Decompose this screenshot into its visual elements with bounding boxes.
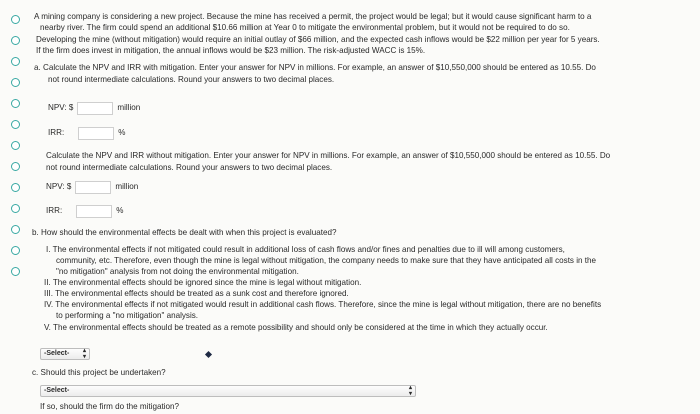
radio-button[interactable] (11, 204, 20, 213)
npv-label: NPV: $ (48, 103, 74, 113)
select-label: -Select- (44, 387, 70, 395)
select-arrows-icon: ▴ ▾ (82, 348, 86, 360)
part-c-select[interactable] (40, 385, 416, 397)
irr-unit: % (116, 206, 124, 216)
option-5: V. The environmental effects should be treated as a remote possibility and should only be considered at the time in which they actually occur. (44, 323, 548, 332)
part-c-followup: If so, should the firm do the mitigation? (40, 402, 180, 411)
radio-button[interactable] (11, 183, 20, 192)
npv-unit: million (115, 182, 139, 192)
irr-label: IRR: (46, 206, 63, 216)
radio-rail (0, 0, 28, 414)
cursor-dot-icon (205, 351, 212, 358)
intro-line: A mining company is considering a new project. Because the mine has received a permit, the project would be legal; but it would cause significant harm to a (34, 12, 592, 21)
option-2: II. The environmental effects should be ignored since the mine is legal without mitigation. (44, 278, 362, 287)
part-a-instructions-no-mitigation: Calculate the NPV and IRR without mitigation. Enter your answer for NPV in millions. For example, an answer of $10,550,000 should be entered as 10.55. Do (46, 151, 611, 160)
radio-button[interactable] (11, 141, 20, 150)
irr-without-mitigation-field (46, 205, 123, 218)
radio-button[interactable] (11, 99, 20, 108)
radio-button[interactable] (11, 57, 20, 66)
irr-with-mitigation-input[interactable] (78, 127, 114, 140)
option-1: "no mitigation" analysis from not doing the environmental mitigation. (56, 267, 299, 276)
radio-button[interactable] (11, 120, 20, 129)
option-1: I. The environmental effects if not mitigated could result in additional loss of cash flows and/or fines and penalties due to ill will among customers, (46, 245, 565, 254)
npv-without-mitigation-input[interactable] (75, 181, 111, 194)
intro-line: nearby river. The firm could spend an additional $10.66 million at Year 0 to mitigate the environmental problem, but it would not be required to do so. (40, 23, 570, 32)
option-4: to performing a "no mitigation" analysis. (56, 311, 199, 320)
part-a-instructions: not round intermediate calculations. Round your answers to two decimal places. (48, 75, 335, 84)
irr-unit: % (118, 128, 126, 138)
part-a-instructions-no-mitigation: not round intermediate calculations. Round your answers to two decimal places. (46, 163, 333, 172)
intro-line: If the firm does invest in mitigation, the annual inflows would be $23 million. The risk-adjusted WACC is 15%. (36, 46, 426, 55)
part-b-question: b. How should the environmental effects be dealt with when this project is evaluated? (32, 228, 337, 237)
npv-without-mitigation-field (46, 181, 138, 194)
select-arrows-icon: ▴ ▾ (408, 385, 412, 397)
irr-with-mitigation-field (48, 127, 125, 140)
select-label: -Select- (44, 350, 70, 358)
option-4: IV. The environmental effects if not mitigated would result in additional cash flows. Therefore, since the mine is legal without mitigation, there are no benefits (44, 300, 602, 309)
npv-with-mitigation-input[interactable] (77, 102, 113, 115)
option-3: III. The environmental effects should be treated as a sunk cost and therefore ignored. (44, 289, 349, 298)
part-a-instructions: a. Calculate the NPV and IRR with mitigation. Enter your answer for NPV in millions. For example, an answer of $10,550,000 should be entered as 10.55. Do (34, 63, 596, 72)
part-b-select[interactable] (40, 348, 90, 360)
npv-unit: million (117, 103, 141, 113)
npv-label: NPV: $ (46, 182, 72, 192)
radio-button[interactable] (11, 15, 20, 24)
irr-without-mitigation-input[interactable] (76, 205, 112, 218)
option-1: community, etc. Therefore, even though the mine is legal without mitigation, the company needs to make sure that they have anticipated all costs in the (56, 256, 597, 265)
intro-line: Developing the mine (without mitigation) would require an initial outlay of $66 million, and the expected cash inflows would be $22 million per year for 5 years. (36, 35, 600, 44)
radio-button[interactable] (11, 162, 20, 171)
part-c-question: c. Should this project be undertaken? (32, 368, 166, 377)
npv-with-mitigation-field (48, 102, 140, 115)
radio-button[interactable] (11, 36, 20, 45)
radio-button[interactable] (11, 225, 20, 234)
question-content (34, 0, 696, 414)
irr-label: IRR: (48, 128, 65, 138)
radio-button[interactable] (11, 78, 20, 87)
radio-button[interactable] (11, 246, 20, 255)
radio-button[interactable] (11, 267, 20, 276)
